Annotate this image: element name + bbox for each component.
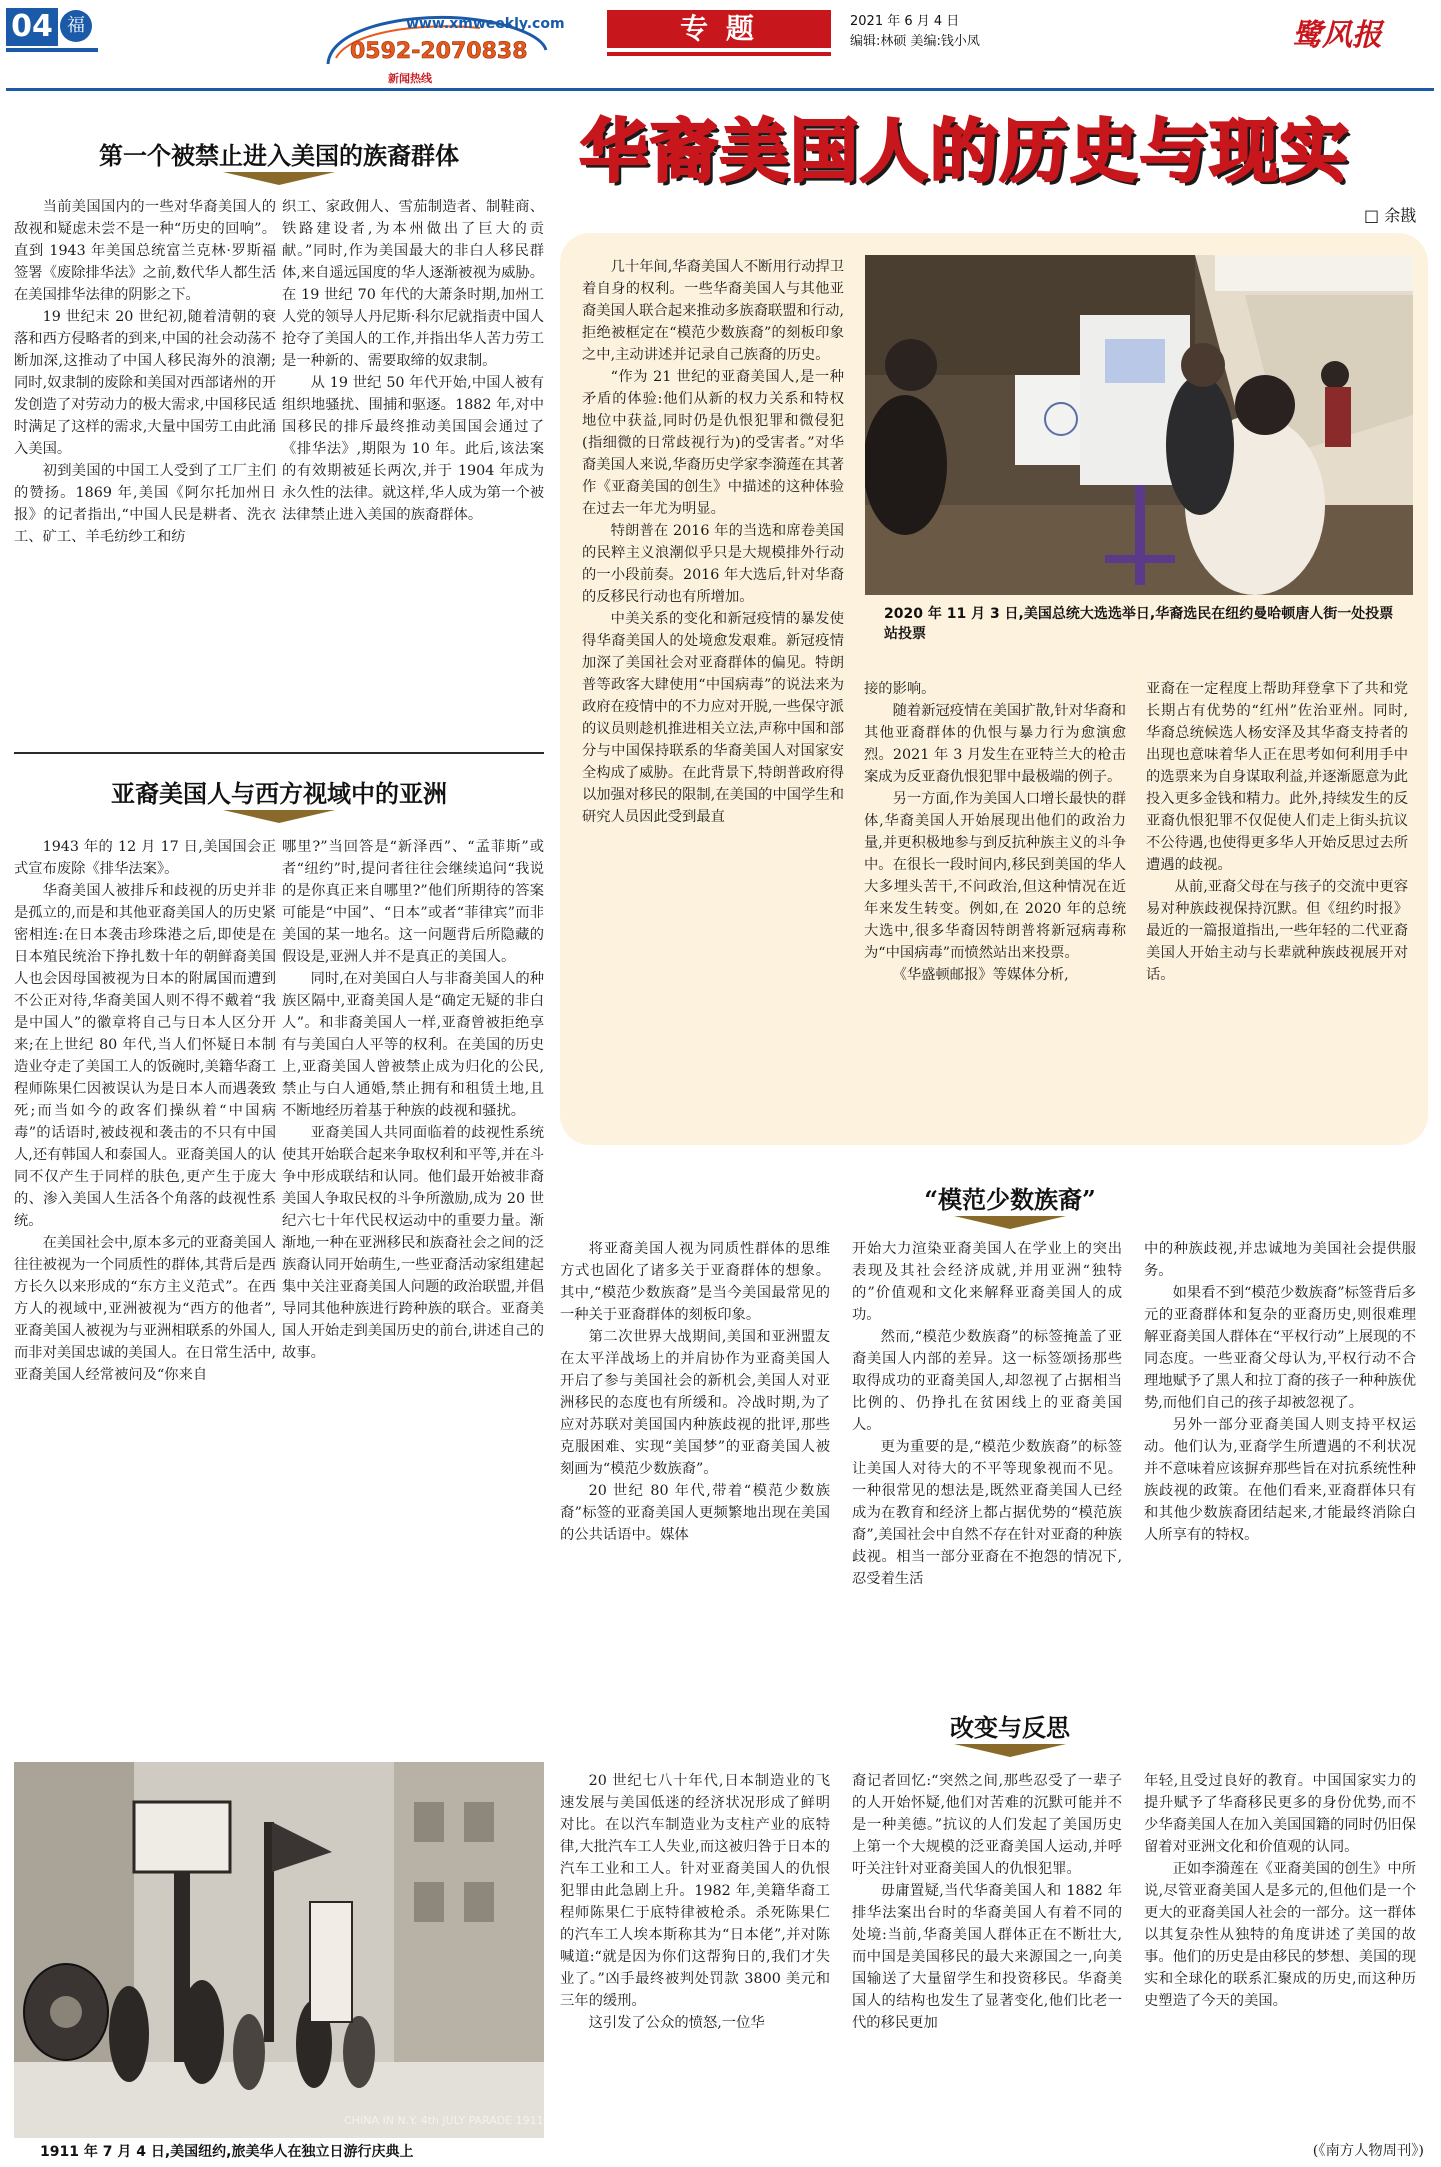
section-2-column-2: 哪里?”当回答是“新泽西”、“孟菲斯”或者“纽约”时,提问者往往会继续追问“我说的是你真正来自哪里?”他们所期待的答案可能是“中国”、“日本”或者“菲律宾”而非美国的某一地名。这一问题背后所隐藏的假设是,亚洲人并不是真正的美国人。 同时,在对美国白人与非裔美国人的种族区隔中,亚裔美国人是“确定无疑的非白人”。和非裔美国人一样,亚裔曾被拒绝享有与美国白人平等的权利。在美国的历史上,亚裔美国人曾被禁止成为归化的公民,禁止与白人通婚,禁止拥有和租赁土地,且不断地经历着基于种族的歧视和骚扰。 亚裔美国人共同面临着的歧视性系统使其开始联合起来争取权利和平等,并在斗争中形成联结和认同。他们最开始被非裔美国人争取民权的斗争所激励,成为 20 世纪六七十年代民权运动中的重要力量。渐渐地,一种在亚洲移民和族裔社会之间的泛族裔认同开始萌生,一些亚裔活动家组建起集中关注亚裔美国人问题的政治联盟,并倡导同其他种族进行跨种族的联合。亚裔美国人开始走到美国历史的前台,讲述自己的故事。	[282, 839, 544, 1361]
heading-3-chevron	[954, 1216, 1066, 1229]
election-photo	[865, 255, 1413, 595]
article-title: 华裔美国人的历史与现实	[580, 113, 1351, 192]
section-heading-3: “模范少数族裔”	[924, 1185, 1096, 1214]
section-4-column-1: 20 世纪七八十年代,日本制造业的飞速发展与美国低迷的经济状况形成了鲜明对比。在以汽车制造业为支柱产业的底特律,大批汽车工人失业,而这被归咎于日本的汽车工业和工人。针对亚裔美国人的仇恨犯罪由此急剧上升。1982 年,美籍华裔工程师陈果仁于底特律被枪杀。杀死陈果仁的汽车工人埃本斯称其为“日本佬”,并对陈喊道:“就是因为你们这帮狗日的,我们才失业了。”凶手最终被判处罚款 3800 美元和三年的缓刑。 这引发了公众的愤怒,一位华	[560, 1773, 830, 2031]
section-label: 专 题	[680, 12, 758, 45]
editors-credit: 编辑:林硕 美编:钱小凤	[850, 34, 980, 49]
parade-photo-art	[14, 1762, 544, 2138]
byline: □ 余戡	[1364, 206, 1417, 225]
issue-date: 2021 年 6 月 4 日	[850, 14, 960, 29]
section-3-column-1: 将亚裔美国人视为同质性群体的思维方式也固化了诸多关于亚裔群体的想象。其中,“模范少数族裔”是当今美国最常见的一种关于亚裔群体的刻板印象。 第二次世界大战期间,美国和亚洲盟友在太平洋战场上的并肩协作为亚裔美国人开启了参与美国社会的新机会,美国人对亚洲移民的态度也有所缓和。冷战时期,为了应对苏联对美国国内种族歧视的批评,那些克服困难、实现“美国梦”的亚裔美国人被刻画为“模范少数族裔”。 20 世纪 80 年代,带着“模范少数族裔”标签的亚裔美国人更频繁地出现在美国的公共话语中。媒体	[560, 1241, 830, 1543]
paper-brand: 鹭风报	[1292, 18, 1382, 53]
photo-inscription: CHINA IN N.Y. 4th JULY PARADE 1911	[344, 2114, 544, 2127]
hotline-label: 新闻热线	[388, 72, 432, 85]
section-4-column-3: 年轻,且受过良好的教育。中国国家实力的提升赋予了华裔移民更多的身份优势,而不少华裔美国人在加入美国国籍的同时仍旧保留着对亚洲文化和价值观的认同。 正如李漪莲在《亚裔美国的创生》中所说,尽管亚裔美国人是多元的,但他们是一个更大的亚裔美国人社会的一部分。这一群体以其复杂性从独特的角度讲述了美国的故事。他们的历史是由移民的梦想、美国的现实和全球化的联系汇聚成的历史,而这种历史塑造了今天的美国。	[1144, 1773, 1416, 2009]
page-number-block	[6, 8, 58, 46]
section-2-column-1: 1943 年的 12 月 17 日,美国国会正式宣布废除《排华法案》。 华裔美国人被排斥和歧视的历史并非是孤立的,而是和其他亚裔美国人的历史紧密相连:在日本袭击珍珠港之后,即使是在日本殖民统治下挣扎数十年的朝鲜裔美国人也会因母国被视为日本的附属国而遭到不公正对待,华裔美国人则不得不戴着“我是中国人”的徽章将自己与日本人区分开来;在上世纪 80 年代,当人们怀疑日本制造业夺走了美国工人的饭碗时,美籍华裔工程师陈果仁因被误认为是日本人而遇袭致死;而当如今的政客们操纵着“中国病毒”的话语时,被歧视和袭击的不只有中国人,还有韩国人和泰国人。亚裔美国人的认同不仅产生于同样的肤色,更产生于庞大的、渗入美国人生活各个角落的歧视性系统。 在美国社会中,原本多元的亚裔美国人往往被视为一个同质性的群体,其背后是西方长久以来形成的“东方主义范式”。在西方人的视域中,亚洲被视为“西方的他者”,亚裔美国人被视为与亚洲相联系的外国人,而非对美国忠诚的美国人。在日常生活中,亚裔美国人经常被问及“你来自	[14, 839, 276, 1383]
heading-4-chevron	[954, 1744, 1066, 1757]
heading-2-chevron	[223, 810, 335, 823]
parade-photo	[14, 1762, 544, 2138]
parade-photo-caption: 1911 年 7 月 4 日,美国纽约,旅美华人在独立日游行庆典上	[40, 2144, 414, 2160]
hotline-logo	[310, 8, 570, 90]
page-number: 04	[11, 9, 53, 44]
heading-1-chevron	[223, 172, 335, 185]
intro-column-1: 几十年间,华裔美国人不断用行动捍卫着自身的权利。一些华裔美国人与其他亚裔美国人联合起来推动多族裔联盟和行动,拒绝被框定在“模范少数族裔”的刻板印象之中,主动讲述并记录自己族裔的历史。 “作为 21 世纪的亚裔美国人,是一种矛盾的体验:他们从新的权力关系和特权地位中获益,同时仍是仇恨犯罪和微侵犯(指细微的日常歧视行为)的受害者。”对华裔美国人来说,华裔历史学家李漪莲在其著作《亚裔美国的创生》中描述的这种体验在过去一年尤为明显。 特朗普在 2016 年的当选和席卷美国的民粹主义浪潮似乎只是大规模排外行动的一小段前奏。2016 年大选后,针对华裔的反移民行动也有所增加。 中美关系的变化和新冠疫情的暴发使得华裔美国人的处境愈发艰难。新冠疫情加深了美国社会对亚裔群体的偏见。特朗普等政客大肆使用“中国病毒”的说法来为政府在疫情中的不力应对开脱,一些保守派的议员则趁机推进相关立法,声称中国和部分与中国保持联系的华裔美国人对国家安全构成了威胁。在此背景下,特朗普政府得以加强对移民的限制,在美国的中国学生和研究人员因此受到最直	[582, 259, 844, 825]
section-heading-1: 第一个被禁止进入美国的族裔群体	[99, 141, 459, 170]
page-number-underline	[6, 48, 98, 52]
section-4-column-2: 裔记者回忆:“突然之间,那些忍受了一辈子的人开始怀疑,他们对苦难的沉默可能并不是一种美德。”抗议的人们发起了美国历史上第一个大规模的泛亚裔美国人运动,并呼吁关注针对亚裔美国人的仇恨犯罪。 毋庸置疑,当代华裔美国人和 1882 年排华法案出台时的华裔美国人有着不同的处境:当前,华裔美国人群体正在不断壮大,而中国是美国移民的最大来源国之一,向美国输送了大量留学生和投资移民。华裔美国人的结构也发生了显著变化,他们比老一代的移民更加	[852, 1773, 1122, 2031]
election-photo-caption: 2020 年 11 月 3 日,美国总统大选选举日,华裔选民在纽约曼哈顿唐人街一处投票站投票	[884, 606, 1394, 642]
section-1-column-2: 织工、家政佣人、雪茄制造者、制鞋商、铁路建设者,为本州做出了巨大的贡献。”同时,作为美国最大的非白人移民群体,来自遥远国度的华人逐渐被视为威胁。在 19 世纪 70 年代的大萧条时期,加州工人党的领导人丹尼斯·科尔尼就指责中国人抢夺了美国人的工作,并指出华人苦力劳工是一种新的、需要取缔的奴隶制。 从 19 世纪 50 年代开始,中国人被有组织地骚扰、围捕和驱逐。1882 年,对中国移民的排斥最终推动美国国会通过了《排华法》,期限为 10 年。此后,该法案的有效期被延长两次,并于 1904 年成为永久性的法律。就这样,华人成为第一个被法律禁止进入美国的族裔群体。	[282, 199, 544, 523]
section-3-column-2: 开始大力渲染亚裔美国人在学业上的突出表现及其社会经济成就,并用亚洲“独特的”价值观和文化来解释亚裔美国人的成功。 然而,“模范少数族裔”的标签掩盖了亚裔美国人内部的差异。这一标签颂扬那些取得成功的亚裔美国人,却忽视了占据相当比例的、仍挣扎在贫困线上的亚裔美国人。 更为重要的是,“模范少数族裔”的标签让美国人对待大的不平等现象视而不见。一种很常见的想法是,既然亚裔美国人已经成为在教育和经济上都占据优势的“模范族裔”,美国社会中自然不存在针对亚裔的种族歧视。相当一部分亚裔在不抱怨的情况下,忍受着生活	[852, 1241, 1122, 1587]
section-heading-2: 亚裔美国人与西方视域中的亚洲	[111, 779, 447, 808]
section-banner-underline	[607, 52, 831, 56]
section-2-top-rule	[14, 752, 544, 754]
intro-column-3: 亚裔在一定程度上帮助拜登拿下了共和党长期占有优势的“红州”佐治亚州。同时,华裔总统候选人杨安泽及其华裔支持者的出现也意味着华人正在思考如何利用手中的选票来为自身谋取利益,并逐渐愿意为此投入更多金钱和精力。此外,持续发生的反亚裔仇恨犯罪不仅促使人们走上街头抗议不公待遇,也使得更多华人开始反思过去所遭遇的歧视。 从前,亚裔父母在与孩子的交流中更容易对种族歧视保持沉默。但《纽约时报》最近的一篇报道指出,一些年轻的二代亚裔美国人开始主动与长辈就种族歧视展开对话。	[1146, 681, 1408, 983]
section-heading-4: 改变与反思	[950, 1713, 1070, 1742]
website-url: www.xmweekly.com	[406, 16, 565, 32]
section-1-column-1: 当前美国国内的一些对华裔美国人的敌视和疑虑未尝不是一种“历史的回响”。直到 1943 年美国总统富兰克林·罗斯福签署《废除排华法》之前,数代华人都生活在美国排华法律的阴影之下。 19 世纪末 20 世纪初,随着清朝的衰落和西方侵略者的到来,中国的社会动荡不断加深,这推动了中国人移民海外的浪潮;同时,奴隶制的废除和美国对西部诸州的开发创造了对劳动力的极大需求,中国移民适时满足了这样的需求,大量中国劳工由此涌入美国。 初到美国的中国工人受到了工厂主们的赞扬。1869 年,美国《阿尔托加州日报》的记者指出,“中国人民是耕者、洗衣工、矿工、羊毛纺纱工和纺	[14, 199, 276, 545]
page-emblem: 福	[60, 10, 92, 42]
section-3-column-3: 中的种族歧视,并忠诚地为美国社会提供服务。 如果看不到“模范少数族裔”标签背后多元的亚裔群体和复杂的亚裔历史,则很难理解亚裔美国人群体在“平权行动”上展现的不同态度。一些亚裔父母认为,平权行动不合理地赋予了黑人和拉丁裔的孩子一种种族优势,而他们自己的孩子却被忽视了。 另外一部分亚裔美国人则支持平权运动。他们认为,亚裔学生所遭遇的不利状况并不意味着应该摒弃那些旨在对抗系统性种族歧视的政策。在他们看来,亚裔群体只有和其他少数族裔团结起来,才能最终消除白人所享有的特权。	[1144, 1241, 1416, 1543]
section-banner	[607, 10, 831, 48]
intro-column-2: 接的影响。 随着新冠疫情在美国扩散,针对华裔和其他亚裔群体的仇恨与暴力行为愈演愈烈。2021 年 3 月发生在亚特兰大的枪击案成为反亚裔仇恨犯罪中最极端的例子。 另一方面,作为美国人口增长最快的群体,华裔美国人开始展现出他们的政治力量,并更积极地参与到反抗种族主义的斗争中。在很长一段时间内,移民到美国的华人大多埋头苦干,不问政治,但这种情况在近年来发生转变。例如,在 2020 年的总统大选中,很多华裔因特朗普将新冠病毒称为“中国病毒”而愤然站出来投票。 《华盛顿邮报》等媒体分析,	[864, 681, 1126, 983]
masthead-rule	[6, 88, 1434, 91]
election-photo-art	[865, 255, 1413, 595]
hotline-phone: 0592-2070838	[350, 39, 528, 64]
article-source: (《南方人物周刊》)	[1312, 2143, 1424, 2159]
